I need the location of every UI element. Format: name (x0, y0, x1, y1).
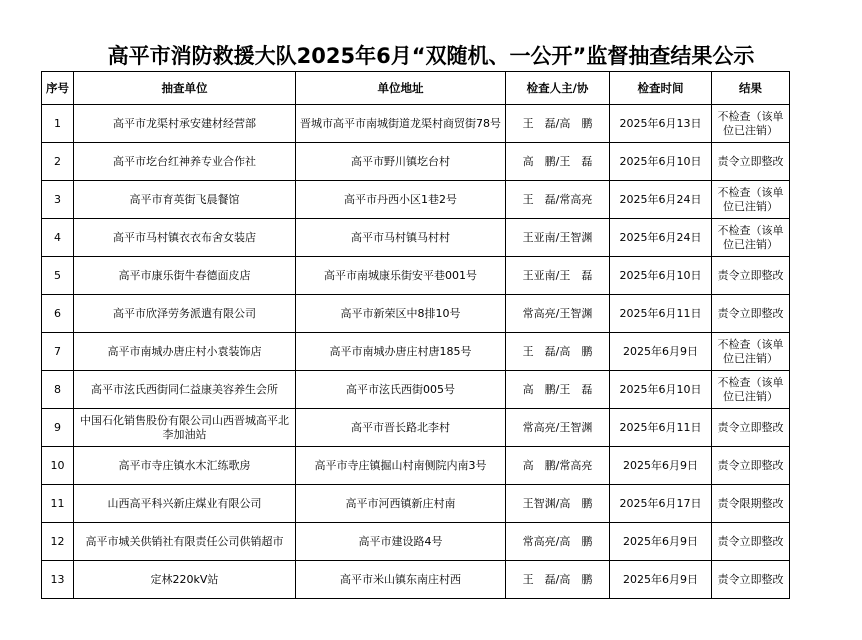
table-row (42, 447, 790, 485)
cell-seq: 1 (42, 105, 74, 143)
table-row (42, 561, 790, 599)
cell-inspectors: 高 鹏/常高亮 (506, 447, 610, 485)
cell-address: 高平市泫氏西街005号 (296, 371, 506, 409)
cell-date: 2025年6月11日 (610, 295, 712, 333)
cell-address: 高平市寺庄镇掘山村南侧院内南3号 (296, 447, 506, 485)
cell-date: 2025年6月11日 (610, 409, 712, 447)
cell-seq: 11 (42, 485, 74, 523)
cell-unit: 高平市康乐街牛春德面皮店 (74, 257, 296, 295)
cell-address: 高平市晋长路北李村 (296, 409, 506, 447)
cell-inspectors: 王 磊/高 鹏 (506, 333, 610, 371)
cell-seq: 7 (42, 333, 74, 371)
header-unit: 抽查单位 (74, 72, 296, 105)
cell-seq: 4 (42, 219, 74, 257)
page-title: 高平市消防救援大队2025年6月“双随机、一公开”监督抽查结果公示 (107, 44, 755, 68)
cell-date: 2025年6月24日 (610, 181, 712, 219)
table-row (42, 371, 790, 409)
cell-address: 高平市河西镇新庄村南 (296, 485, 506, 523)
table-row (42, 333, 790, 371)
header-date: 检查时间 (610, 72, 712, 105)
cell-result: 不检查（该单位已注销） (712, 371, 790, 409)
table-body (42, 105, 790, 599)
cell-seq: 13 (42, 561, 74, 599)
cell-address: 高平市米山镇东南庄村西 (296, 561, 506, 599)
cell-result: 责令限期整改 (712, 485, 790, 523)
table-row (42, 485, 790, 523)
cell-seq: 12 (42, 523, 74, 561)
cell-address: 高平市丹西小区1巷2号 (296, 181, 506, 219)
cell-result: 责令立即整改 (712, 143, 790, 181)
cell-unit: 高平市欣泽劳务派遣有限公司 (74, 295, 296, 333)
table-row (42, 105, 790, 143)
cell-inspectors: 王 磊/常高亮 (506, 181, 610, 219)
cell-date: 2025年6月10日 (610, 143, 712, 181)
cell-inspectors: 王亚南/王 磊 (506, 257, 610, 295)
cell-result: 不检查（该单位已注销） (712, 105, 790, 143)
cell-address: 高平市新荣区中8排10号 (296, 295, 506, 333)
cell-unit: 高平市寺庄镇水木汇练歌房 (74, 447, 296, 485)
cell-unit: 山西高平科兴新庄煤业有限公司 (74, 485, 296, 523)
cell-unit: 高平市龙渠村承安建材经营部 (74, 105, 296, 143)
results-table (41, 71, 790, 599)
header-result: 结果 (712, 72, 790, 105)
cell-inspectors: 常高亮/高 鹏 (506, 523, 610, 561)
cell-address: 高平市南城康乐街安平巷001号 (296, 257, 506, 295)
cell-result: 不检查（该单位已注销） (712, 181, 790, 219)
cell-date: 2025年6月24日 (610, 219, 712, 257)
cell-result: 不检查（该单位已注销） (712, 219, 790, 257)
cell-inspectors: 王亚南/王智渊 (506, 219, 610, 257)
table-row (42, 143, 790, 181)
cell-date: 2025年6月9日 (610, 447, 712, 485)
cell-date: 2025年6月10日 (610, 257, 712, 295)
cell-result: 不检查（该单位已注销） (712, 333, 790, 371)
cell-inspectors: 常高亮/王智渊 (506, 295, 610, 333)
cell-result: 责令立即整改 (712, 409, 790, 447)
cell-seq: 9 (42, 409, 74, 447)
header-seq: 序号 (42, 72, 74, 105)
cell-seq: 3 (42, 181, 74, 219)
cell-unit: 高平市育英街飞晨餐馆 (74, 181, 296, 219)
cell-unit: 高平市南城办唐庄村小袁装饰店 (74, 333, 296, 371)
cell-result: 责令立即整改 (712, 561, 790, 599)
table-row (42, 409, 790, 447)
header-address: 单位地址 (296, 72, 506, 105)
cell-address: 晋城市高平市南城街道龙渠村商贸街78号 (296, 105, 506, 143)
cell-address: 高平市南城办唐庄村唐185号 (296, 333, 506, 371)
cell-address: 高平市建设路4号 (296, 523, 506, 561)
table-row (42, 181, 790, 219)
table-row (42, 523, 790, 561)
cell-unit: 高平市圪台红神养专业合作社 (74, 143, 296, 181)
cell-date: 2025年6月10日 (610, 371, 712, 409)
cell-date: 2025年6月9日 (610, 333, 712, 371)
table-row (42, 257, 790, 295)
cell-seq: 6 (42, 295, 74, 333)
cell-date: 2025年6月9日 (610, 523, 712, 561)
cell-seq: 5 (42, 257, 74, 295)
cell-result: 责令立即整改 (712, 257, 790, 295)
cell-inspectors: 高 鹏/王 磊 (506, 371, 610, 409)
cell-inspectors: 常高亮/王智渊 (506, 409, 610, 447)
cell-seq: 2 (42, 143, 74, 181)
table-header-row (42, 72, 790, 105)
cell-date: 2025年6月13日 (610, 105, 712, 143)
table-row (42, 219, 790, 257)
cell-result: 责令立即整改 (712, 523, 790, 561)
cell-inspectors: 王智渊/高 鹏 (506, 485, 610, 523)
cell-seq: 8 (42, 371, 74, 409)
cell-date: 2025年6月9日 (610, 561, 712, 599)
cell-address: 高平市野川镇圪台村 (296, 143, 506, 181)
cell-unit: 中国石化销售股份有限公司山西晋城高平北李加油站 (74, 409, 296, 447)
cell-inspectors: 高 鹏/王 磊 (506, 143, 610, 181)
cell-result: 责令立即整改 (712, 447, 790, 485)
cell-unit: 高平市城关供销社有限责任公司供销超市 (74, 523, 296, 561)
cell-address: 高平市马村镇马村村 (296, 219, 506, 257)
cell-seq: 10 (42, 447, 74, 485)
cell-unit: 高平市马村镇衣衣布舍女装店 (74, 219, 296, 257)
table-row (42, 295, 790, 333)
cell-inspectors: 王 磊/高 鹏 (506, 561, 610, 599)
cell-date: 2025年6月17日 (610, 485, 712, 523)
cell-unit: 高平市泫氏西街同仁益康美容养生会所 (74, 371, 296, 409)
cell-inspectors: 王 磊/高 鹏 (506, 105, 610, 143)
cell-result: 责令立即整改 (712, 295, 790, 333)
header-inspectors: 检查人主/协 (506, 72, 610, 105)
cell-unit: 定林220kV站 (74, 561, 296, 599)
